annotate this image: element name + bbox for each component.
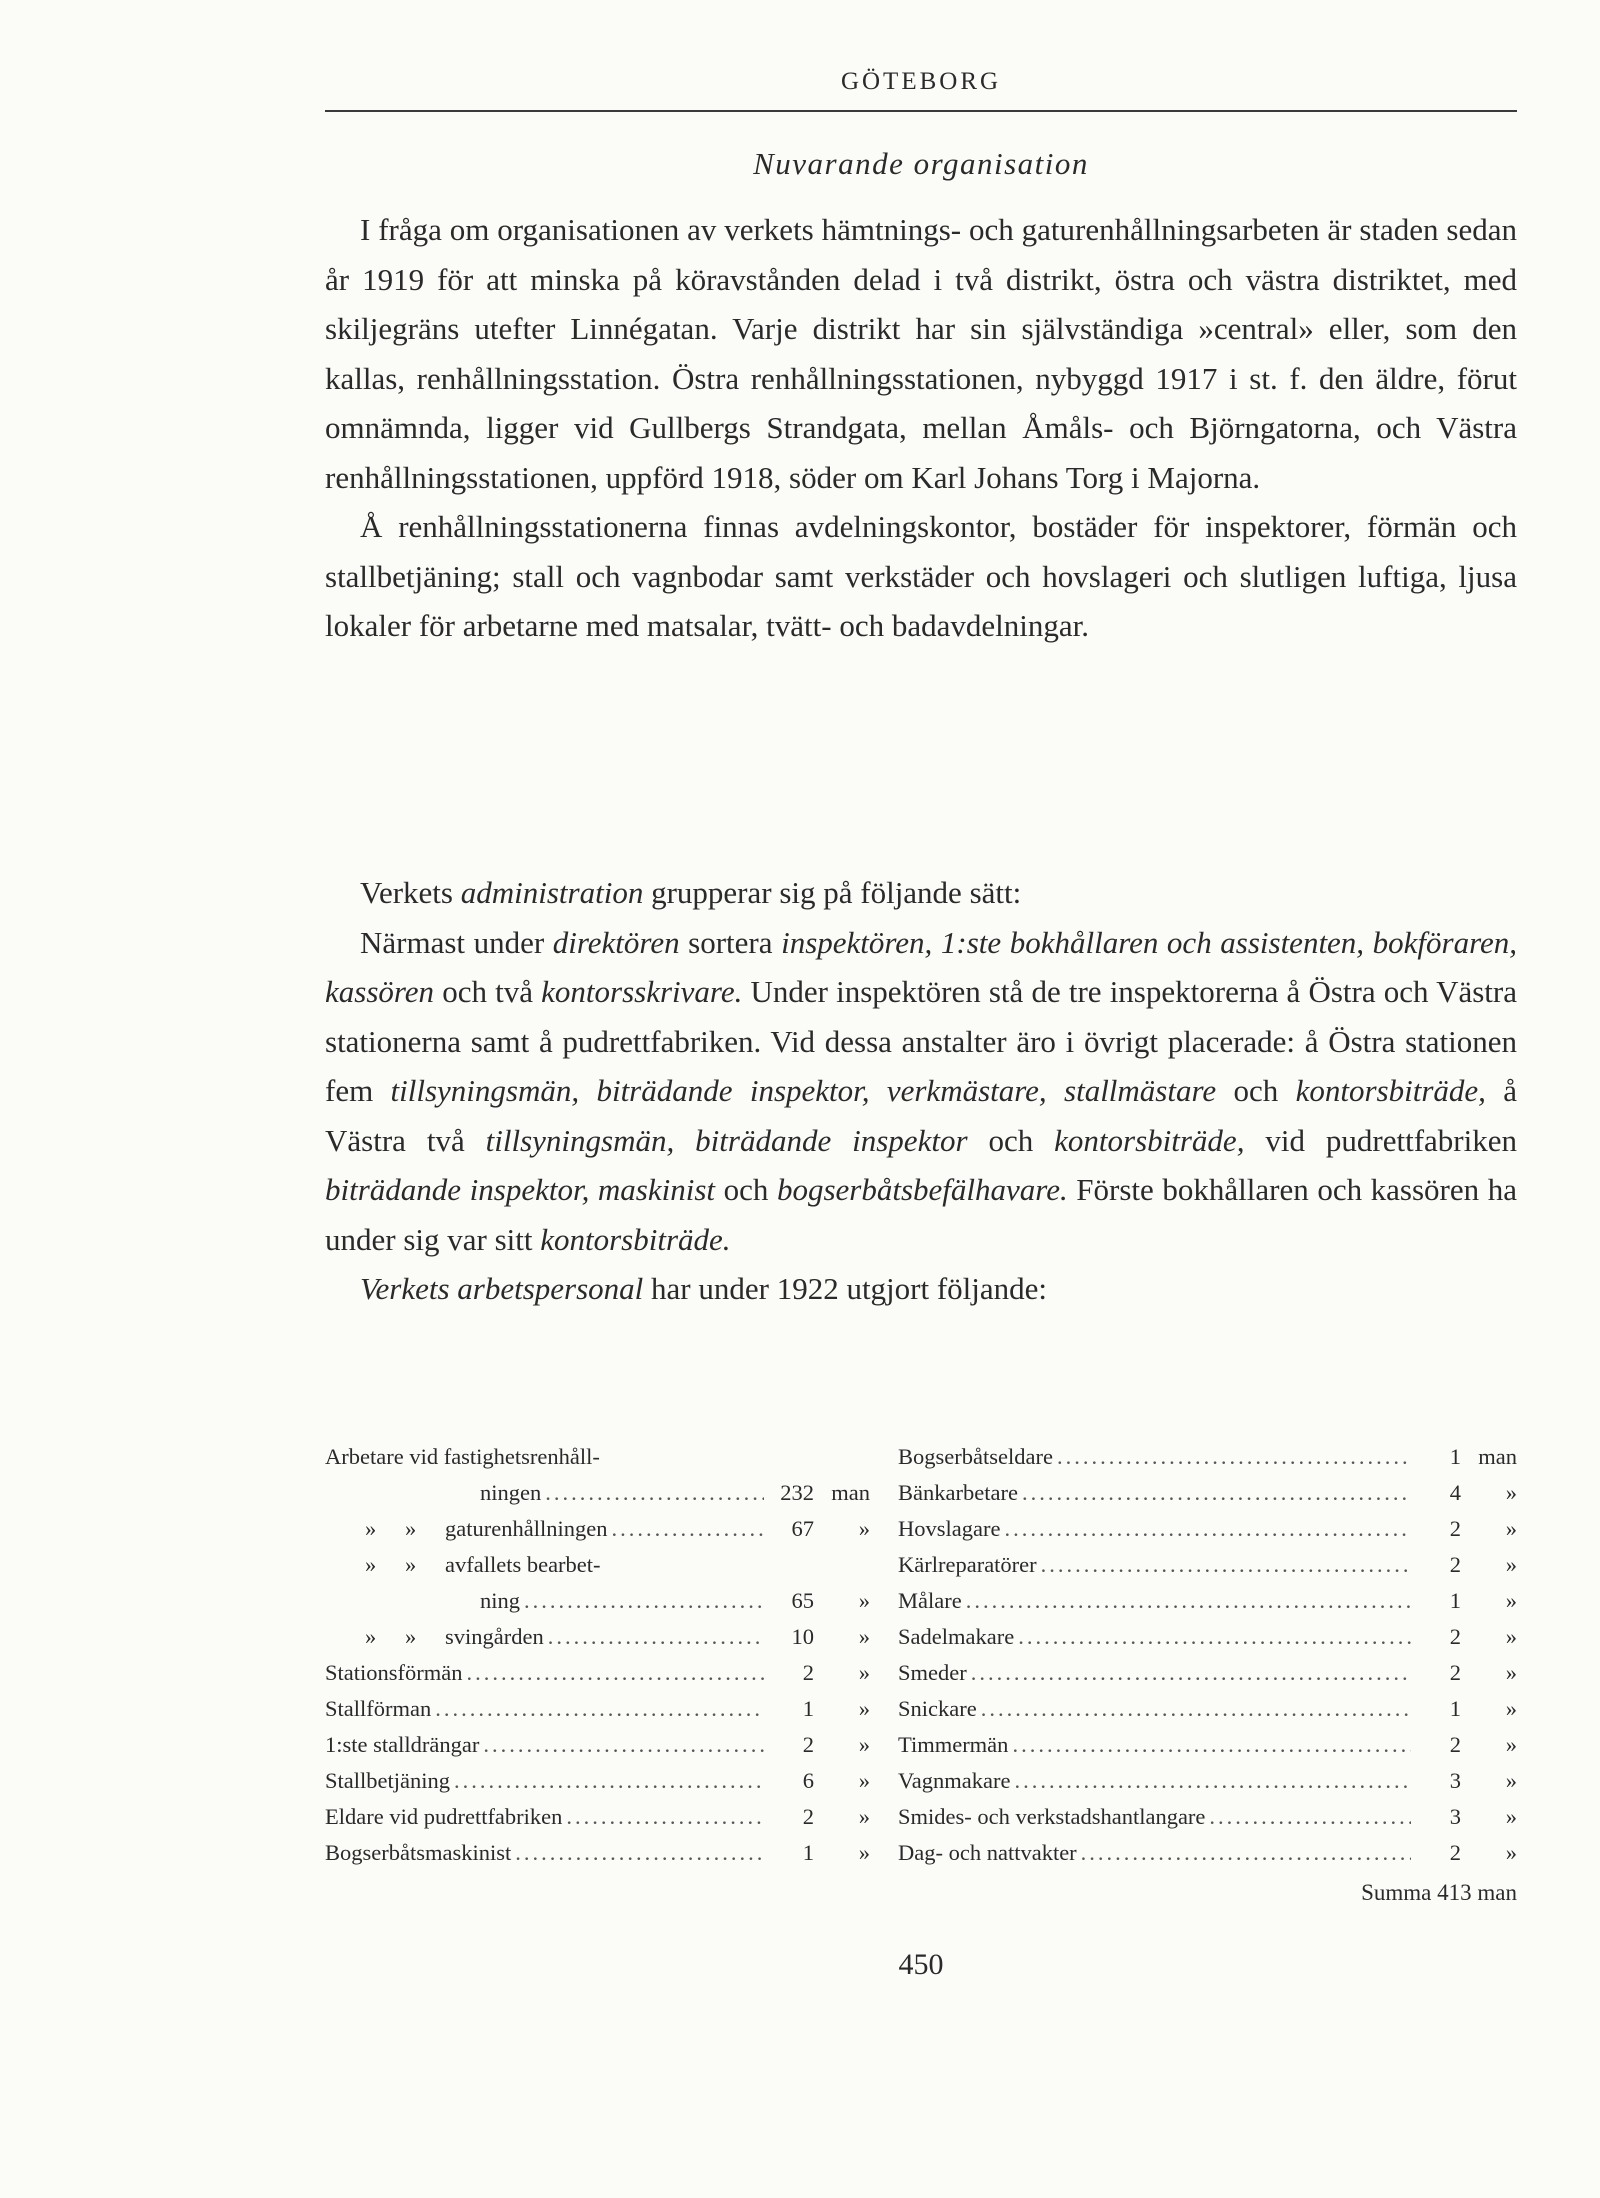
ditto-mark: » xyxy=(405,1516,417,1541)
row-count: 2 xyxy=(1449,1840,1461,1865)
ditto-mark: » xyxy=(405,1552,417,1577)
leader-dots xyxy=(1012,1727,1411,1763)
leader-dots xyxy=(981,1691,1411,1727)
row-unit: » xyxy=(1505,1732,1517,1757)
table-row xyxy=(325,1655,870,1691)
row-unit: » xyxy=(1505,1552,1517,1577)
row-count: 6 xyxy=(802,1768,814,1793)
row-unit: » xyxy=(858,1696,870,1721)
row-unit: » xyxy=(1505,1516,1517,1541)
leader-dots xyxy=(548,1619,764,1655)
table-row xyxy=(898,1691,1517,1727)
row-count: 2 xyxy=(802,1732,814,1757)
row-unit: man xyxy=(831,1480,870,1505)
row-label: Kärlreparatörer xyxy=(898,1552,1037,1577)
row-label: Smeder xyxy=(898,1660,967,1685)
leader-dots xyxy=(966,1583,1411,1619)
row-label: Målare xyxy=(898,1588,962,1613)
row-unit: » xyxy=(858,1768,870,1793)
row-count: 1 xyxy=(1449,1444,1461,1469)
row-count: 3 xyxy=(1449,1768,1461,1793)
table-row xyxy=(898,1835,1517,1871)
row-unit: » xyxy=(1505,1588,1517,1613)
row-count: 4 xyxy=(1449,1480,1461,1505)
paragraph: I fråga om organisationen av verkets hämtnings- och gaturenhållningsarbeten är staden sedan år 1919 för att minska på köravstånden delad i två distrikt, östra och västra distriktet, med skiljegräns utefter Linnégatan. Varje distrikt har sin självständiga »central» eller, som den kallas, renhållningsstation. Östra renhållningsstationen, nybyggd 1917 i st. f. den äldre, förut omnämnda, ligger vid Gullbergs Strandgata, mellan Åmåls- och Björngatorna, och Västra renhållningsstationen, uppförd 1918, söder om Karl Johans Torg i Majorna. xyxy=(325,212,1517,495)
text-run: Verkets xyxy=(360,875,461,910)
text-run-italic: administration xyxy=(460,875,644,910)
row-unit: » xyxy=(1505,1660,1517,1685)
row-count: 10 xyxy=(791,1624,814,1649)
leader-dots xyxy=(566,1799,764,1835)
text-run-italic: kontorsskrivare. xyxy=(541,974,743,1009)
text-run-italic: inspektören, 1:ste bokhållaren och assistenten, bokföraren, kassören xyxy=(325,924,1517,1009)
table-row xyxy=(325,1727,870,1763)
row-unit: » xyxy=(1505,1696,1517,1721)
ditto-mark: » xyxy=(365,1552,377,1577)
text-run: och xyxy=(715,1172,777,1207)
row-label: Stallförman xyxy=(325,1696,432,1721)
ditto-mark: » xyxy=(365,1624,377,1649)
paragraph xyxy=(325,868,1517,918)
leader-dots xyxy=(971,1655,1411,1691)
table-row xyxy=(325,1619,870,1655)
table-row xyxy=(325,1691,870,1727)
row-count: 67 xyxy=(791,1516,814,1541)
row-count: 2 xyxy=(802,1804,814,1829)
leader-dots xyxy=(611,1511,764,1547)
table-row xyxy=(325,1511,870,1547)
leader-dots xyxy=(1004,1511,1411,1547)
leader-dots xyxy=(483,1727,764,1763)
row-unit: man xyxy=(1478,1444,1517,1469)
row-count: 1 xyxy=(802,1840,814,1865)
row-unit: » xyxy=(1505,1840,1517,1865)
text-run: sortera xyxy=(679,924,782,960)
row-unit: » xyxy=(858,1624,870,1649)
row-label: Timmermän xyxy=(898,1732,1009,1757)
leader-dots xyxy=(1057,1439,1411,1475)
row-label: Bänkarbetare xyxy=(898,1480,1018,1505)
ditto-mark: » xyxy=(365,1516,377,1541)
table-row xyxy=(898,1799,1517,1835)
table-row xyxy=(898,1619,1517,1655)
row-label-text: svingården xyxy=(445,1624,544,1649)
row-label: Eldare vid pudrettfabriken xyxy=(325,1804,563,1829)
table-row xyxy=(325,1583,870,1619)
leader-dots xyxy=(1014,1763,1411,1799)
running-title: GÖTEBORG xyxy=(840,68,1002,95)
ditto-mark: » xyxy=(405,1624,417,1649)
table-row xyxy=(325,1439,870,1475)
row-unit: » xyxy=(1505,1480,1517,1505)
text-run-italic: kontorsbiträde, xyxy=(1295,1073,1486,1108)
text-run: har under 1922 utgjort följande: xyxy=(643,1271,1048,1306)
row-unit: » xyxy=(858,1588,870,1613)
text-run: grupperar sig på följande sätt: xyxy=(643,875,1022,910)
leader-dots xyxy=(545,1475,764,1511)
text-run-italic: kontorsbiträde. xyxy=(540,1221,731,1257)
table-row xyxy=(898,1439,1517,1475)
row-label: Bogserbåtsmaskinist xyxy=(325,1840,512,1865)
leader-dots xyxy=(1041,1547,1411,1583)
text-run-italic: direktören xyxy=(552,924,680,960)
row-unit: » xyxy=(858,1840,870,1865)
table-row xyxy=(325,1799,870,1835)
row-label: Stallbetjäning xyxy=(325,1768,450,1793)
paragraph xyxy=(325,918,1517,1265)
text-run-italic: Verkets arbetspersonal xyxy=(360,1271,644,1306)
row-label: ningen xyxy=(480,1480,542,1505)
table-row xyxy=(325,1475,870,1511)
table-row xyxy=(898,1583,1517,1619)
staff-table-right xyxy=(898,1439,1517,1871)
intro-text xyxy=(325,205,1517,651)
row-label: Vagnmakare xyxy=(898,1768,1011,1793)
leader-dots xyxy=(1022,1475,1411,1511)
row-count: 2 xyxy=(1449,1624,1461,1649)
row-count: 2 xyxy=(802,1660,814,1685)
administration-text xyxy=(325,868,1517,1314)
row-label-text: avfallets bearbet- xyxy=(445,1552,601,1577)
staff-table-left xyxy=(325,1439,870,1871)
leader-dots xyxy=(466,1655,764,1691)
row-count: 65 xyxy=(791,1588,814,1613)
leader-dots xyxy=(454,1763,764,1799)
text-run: å Västra två xyxy=(325,1073,1517,1158)
text-run: Förste bokhållaren och kassören ha under sig var sitt xyxy=(325,1172,1517,1257)
row-unit: » xyxy=(858,1732,870,1757)
row-count: 232 xyxy=(780,1480,814,1505)
staff-total: Summa 413 man xyxy=(1361,1880,1517,1905)
table-row xyxy=(898,1547,1517,1583)
page-number: 450 xyxy=(898,1948,944,1981)
row-label: Hovslagare xyxy=(898,1516,1001,1541)
table-row xyxy=(898,1655,1517,1691)
row-count: 1 xyxy=(1449,1696,1461,1721)
row-count: 3 xyxy=(1449,1804,1461,1829)
leader-dots xyxy=(435,1691,764,1727)
row-unit: » xyxy=(1505,1768,1517,1793)
text-run-italic: biträdande inspektor, maskinist xyxy=(325,1172,716,1207)
text-run: och två xyxy=(434,974,542,1009)
leader-dots xyxy=(1081,1835,1411,1871)
row-unit: » xyxy=(1505,1624,1517,1649)
table-row xyxy=(325,1547,870,1583)
row-label: 1:ste stalldrängar xyxy=(325,1732,480,1757)
header-rule xyxy=(325,110,1517,112)
section-title: Nuvarande organisation xyxy=(753,146,1089,181)
text-run-italic: tillsyningsmän, biträdande inspektor xyxy=(485,1122,968,1158)
row-count: 2 xyxy=(1449,1516,1461,1541)
row-count: 1 xyxy=(802,1696,814,1721)
leader-dots xyxy=(1018,1619,1411,1655)
row-unit: » xyxy=(1505,1804,1517,1829)
text-run: vid pudrettfabriken xyxy=(1244,1122,1518,1158)
row-label: ning xyxy=(480,1588,521,1613)
row-unit: » xyxy=(858,1804,870,1829)
leader-dots xyxy=(1209,1799,1411,1835)
row-label: Stationsförmän xyxy=(325,1660,463,1685)
paragraph: Å renhållningsstationerna finnas avdelningskontor, bostäder för inspektorer, förmän och stallbetjäning; stall och vagnbodar samt verkstäder och hovslageri och slutligen luftiga, ljusa lokaler för arbetarne med matsalar, tvätt- och badavdelningar. xyxy=(325,509,1517,643)
text-run-italic: bogserbåtsbefälhavare. xyxy=(776,1172,1068,1207)
row-count: 2 xyxy=(1449,1732,1461,1757)
row-label: Dag- och nattvakter xyxy=(898,1840,1077,1865)
text-run-italic: kontorsbiträde, xyxy=(1054,1122,1245,1158)
row-label: Arbetare vid fastighetsrenhåll- xyxy=(325,1444,600,1469)
row-label: Sadelmakare xyxy=(898,1624,1015,1649)
row-label: Smides- och verkstadshantlangare xyxy=(898,1804,1206,1829)
table-row xyxy=(898,1727,1517,1763)
table-row xyxy=(898,1763,1517,1799)
row-label xyxy=(365,1619,544,1655)
leader-dots xyxy=(515,1835,764,1871)
row-label: Bogserbåtseldare xyxy=(898,1444,1053,1469)
text-run: och xyxy=(1216,1073,1296,1108)
table-row xyxy=(325,1835,870,1871)
leader-dots xyxy=(524,1583,764,1619)
row-unit: » xyxy=(858,1660,870,1685)
row-label xyxy=(365,1511,607,1547)
text-run: och xyxy=(967,1122,1055,1158)
row-count: 1 xyxy=(1449,1588,1461,1613)
row-unit: » xyxy=(858,1516,870,1541)
text-run: Närmast under xyxy=(360,924,553,960)
paragraph xyxy=(325,1264,1517,1314)
row-label: Snickare xyxy=(898,1696,977,1721)
table-row xyxy=(898,1475,1517,1511)
row-count: 2 xyxy=(1449,1552,1461,1577)
table-row xyxy=(325,1763,870,1799)
text-run-italic: tillsyningsmän, biträdande inspektor, verkmästare, stallmästare xyxy=(390,1073,1217,1108)
row-label-text: gaturenhållningen xyxy=(445,1516,608,1541)
row-count: 2 xyxy=(1449,1660,1461,1685)
text-run: Under inspektören stå de tre inspektorerna å Östra och Västra stationerna samt å pudrettfabriken. Vid dessa anstalter äro i övrigt placerade: å Östra stationen fem xyxy=(325,974,1517,1108)
table-row xyxy=(898,1511,1517,1547)
